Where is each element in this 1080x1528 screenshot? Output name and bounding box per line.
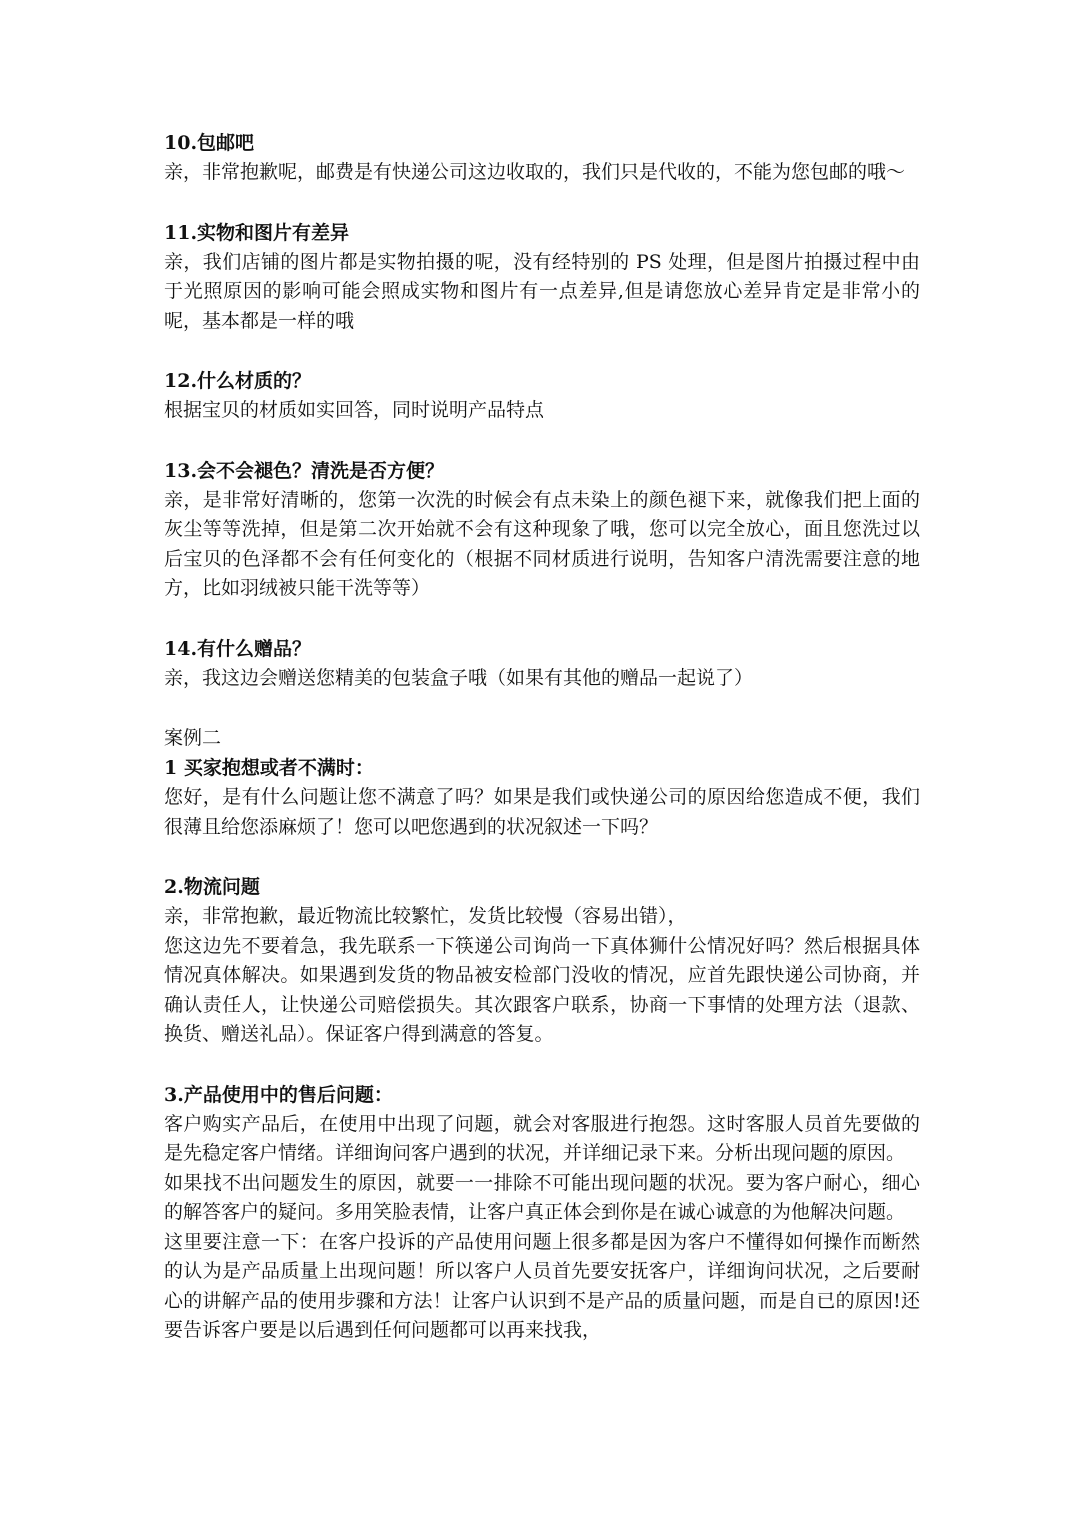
case-item-answer-1: 您好，是有什么问题让您不满意了吗？如果是我们或快递公司的原因给您造成不便，我们很薄且给您添麻烦了！您可以吧您遇到的状况叙述一下吗？ (164, 786, 920, 838)
faq-answer-12: 根据宝贝的材质如实回答，同时说明产品特点 (164, 399, 545, 421)
case-two-section (164, 723, 920, 842)
case-two-heading: 案例二 (164, 727, 222, 749)
faq-answer-11: 亲，我们店铺的图片都是实物拍摄的呢，没有经特别的 PS 处理，但是图片拍摄过程中由于光照原因的影响可能会照成实物和图片有一点差异,但是请您放心差异肯定是非常小的呢，基本都是一样的哦 (164, 250, 920, 332)
case-item-title-3: 3.产品使用中的售后问题： (164, 1083, 393, 1106)
faq-title-14: 14.有什么赠品？ (164, 637, 312, 660)
faq-section-11 (164, 218, 920, 337)
faq-answer-10: 亲，非常抱歉呢，邮费是有快递公司这边收取的，我们只是代收的，不能为您包邮的哦～ (164, 161, 906, 183)
document-page (164, 128, 920, 1346)
case-item-2 (164, 872, 920, 1050)
faq-section-14 (164, 634, 920, 694)
faq-section-13 (164, 456, 920, 604)
faq-answer-14: 亲，我这边会赠送您精美的包装盒子哦（如果有其他的赠品一起说了） (164, 666, 754, 689)
case-item-answer-2a: 亲，非常抱歉，最近物流比较繁忙，发货比较慢（容易出错）， (164, 905, 687, 927)
case-item-answer-2b: 您这边先不要着急，我先联系一下筷递公司询尚一下真体狮什公情况好吗？然后根据具体情况真体解决。如果遇到发货的物品被安检部门没收的情况，应首先跟快递公司协商，并确认责任人，让快递公司赔偿损失。其次跟客户联系，协商一下事情的处理方法（退款、换货、赠送礼品）。保证客户得到满意的答复。 (164, 934, 920, 1045)
case-item-title-1: 1 买家抱想或者不满时： (164, 757, 374, 779)
faq-title-13: 13.会不会褪色？清洗是否方便？ (164, 459, 445, 482)
case-item-answer-3c: 这里要注意一下：在客户投诉的产品使用问题上很多都是因为客户不懂得如何操作而断然的认为是产品质量上出现问题！所以客户人员首先要安抚客户，详细询问状况，之后要耐心的讲解产品的使用步骤和方法！让客户认识到不是产品的质量问题，而是自已的原因!还要告诉客户要是以后遇到任何问题都可以再来找我， (164, 1230, 920, 1341)
faq-title-10: 10.包邮吧 (164, 132, 255, 154)
case-item-3 (164, 1080, 920, 1346)
case-item-answer-3a: 客户购实产品后，在使用中出现了问题，就会对客服进行抱怨。这时客服人员首先要做的是先稳定客户情绪。详细询问客户遇到的状况，并详细记录下来。分析出现问题的原因。 (164, 1112, 920, 1164)
faq-section-10 (164, 128, 920, 188)
case-item-title-2: 2.物流问题 (164, 876, 260, 898)
faq-answer-13: 亲，是非常好清晰的，您第一次洗的时候会有点未染上的颜色褪下来，就像我们把上面的灰尘等等洗掉，但是第二次开始就不会有这种现象了哦，您可以完全放心，面且您洗过以后宝贝的色泽都不会有任何变化的（根据不同材质进行说明，告知客户清洗需要注意的地方，比如羽绒被只能干洗等等） (164, 488, 920, 599)
case-item-answer-3b: 如果找不出问题发生的原因，就要一一排除不可能出现问题的状况。要为客户耐心，细心的解答客户的疑问。多用笑脸表情，让客户真正体会到你是在诚心诚意的为他解决问题。 (164, 1171, 920, 1223)
faq-title-12: 12.什么材质的？ (164, 370, 312, 392)
faq-title-11: 11.实物和图片有差异 (164, 221, 350, 244)
faq-section-12 (164, 366, 920, 426)
